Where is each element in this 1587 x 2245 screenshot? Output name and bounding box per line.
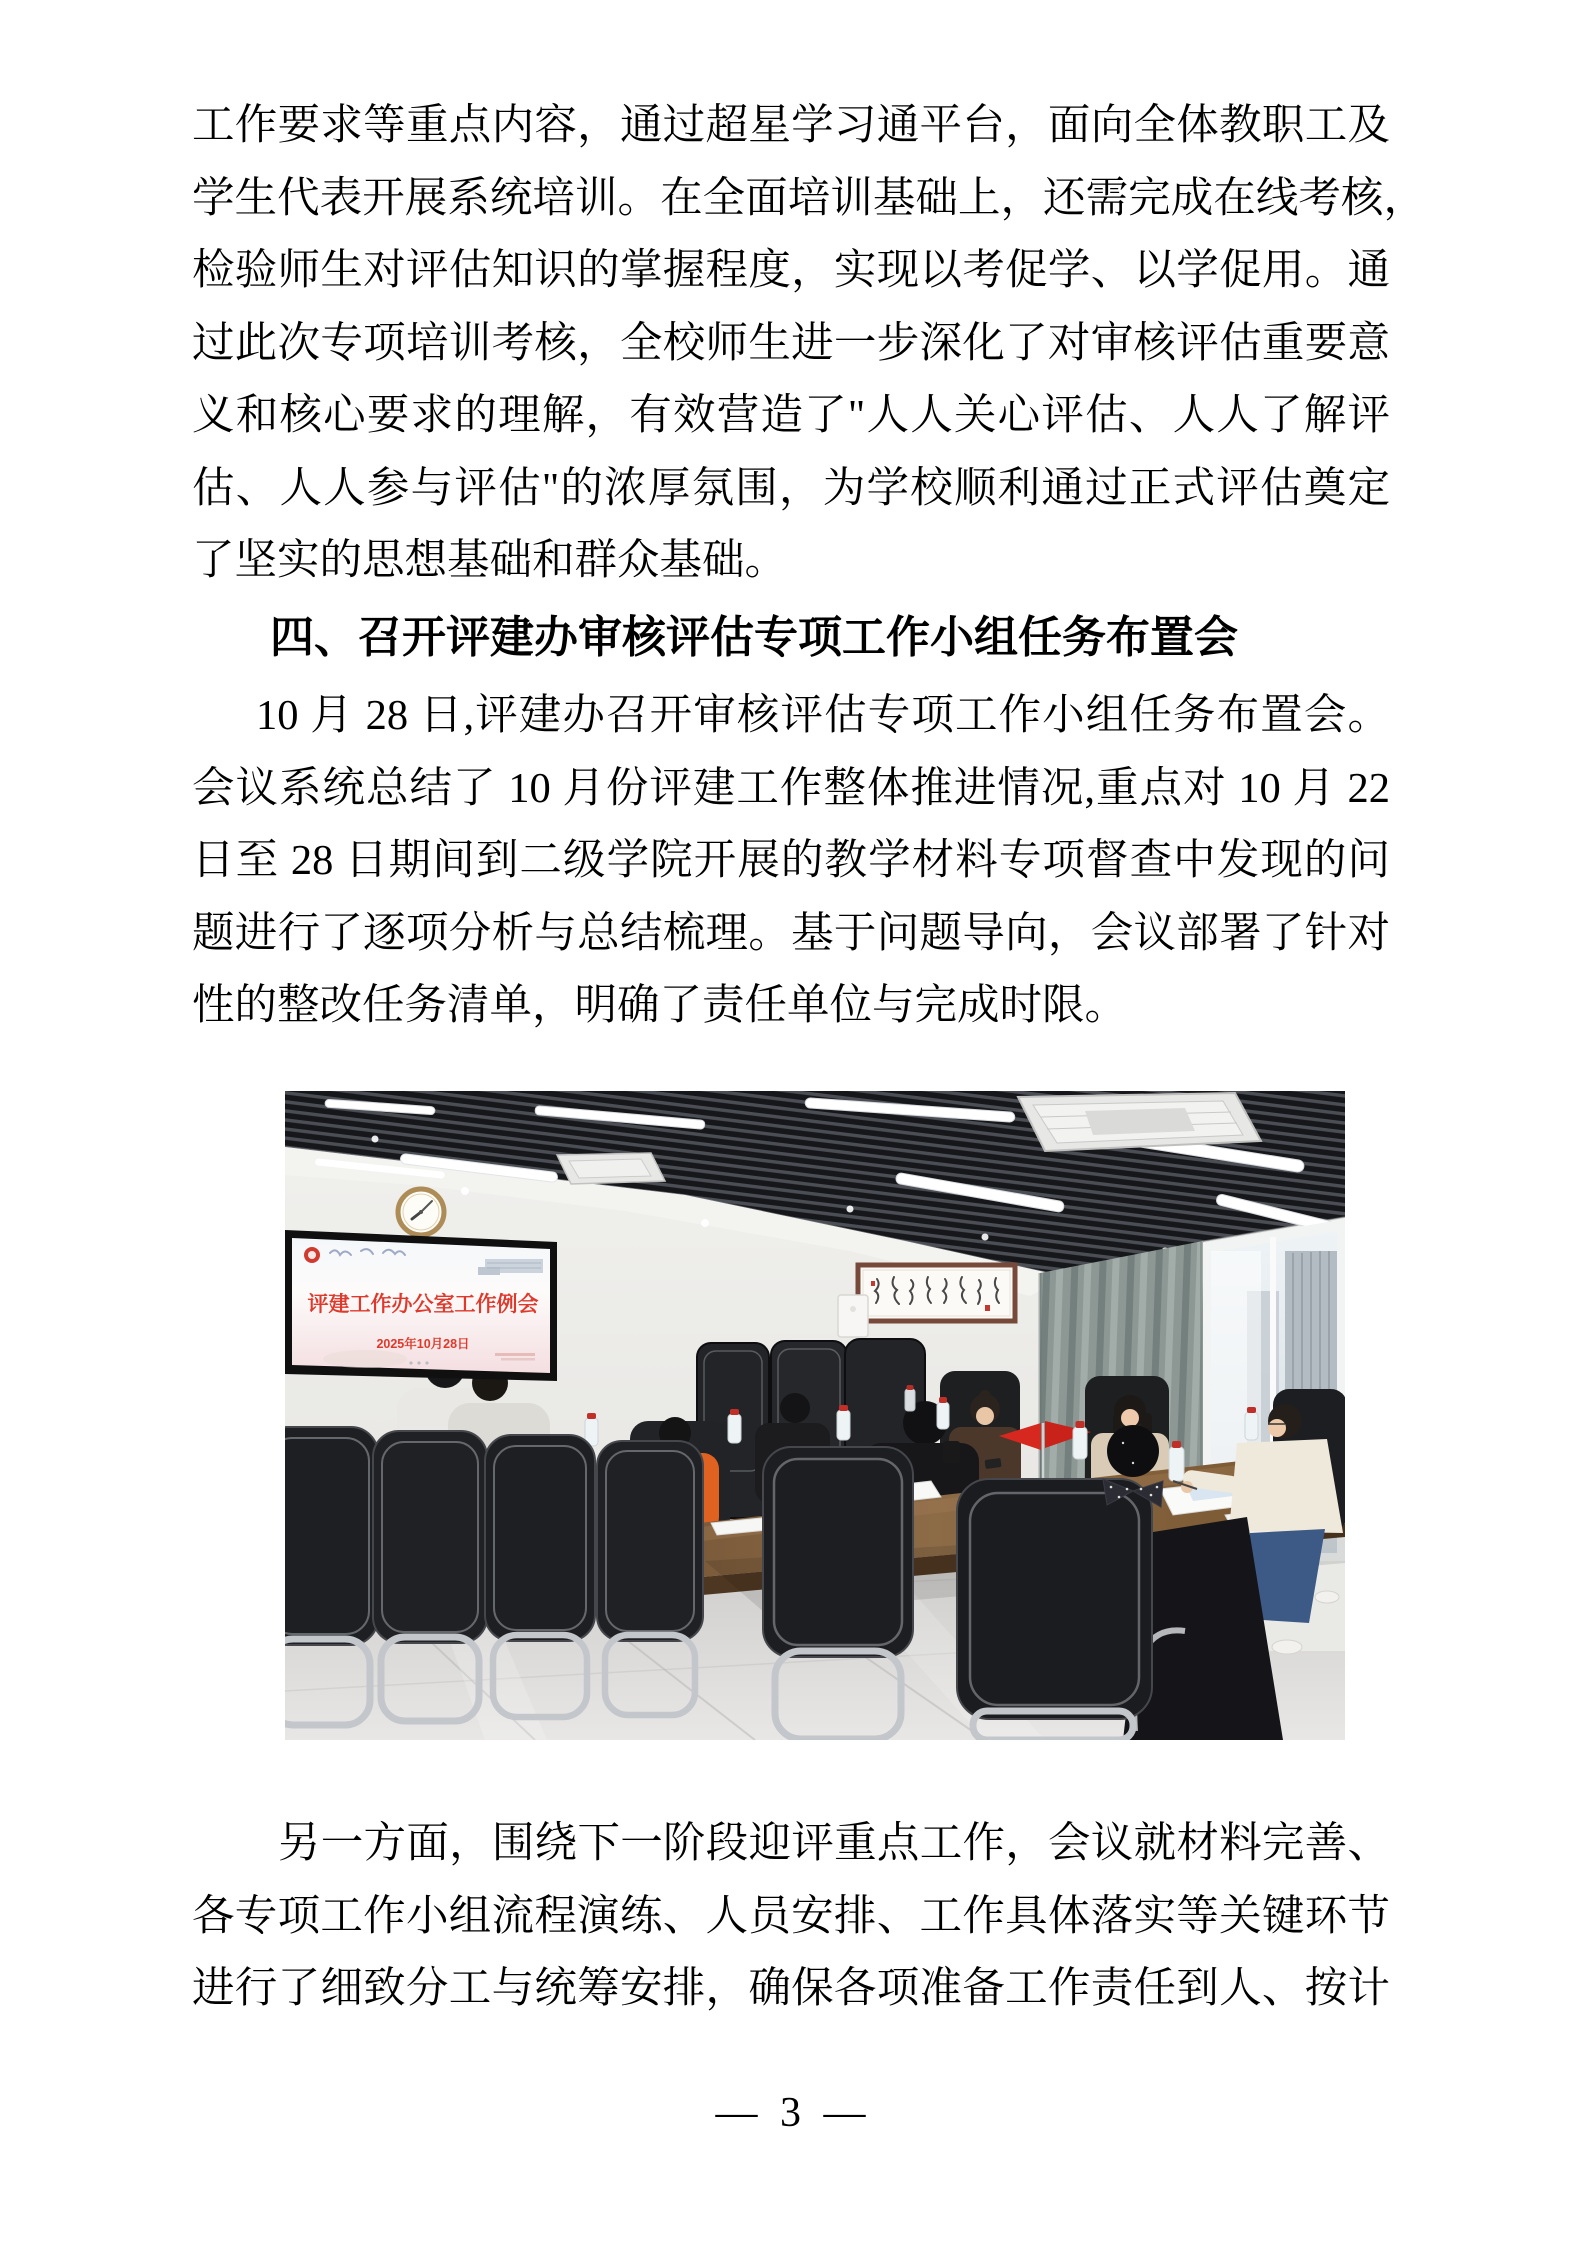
ac-vent	[1018, 1093, 1261, 1151]
body-line: 日至 28 日期间到二级学院开展的教学材料专项督查中发现的问	[192, 837, 1390, 884]
body-line: 学生代表开展系统培训。在全面培训基础上，还需完成在线考核，	[192, 174, 1426, 222]
calligraphy-frame	[858, 1265, 1015, 1321]
body-line: 检验师生对评估知识的掌握程度，实现以考促学、以学促用。通	[192, 247, 1390, 294]
body-line: 性的整改任务清单，明确了责任单位与完成时限。	[192, 982, 1128, 1029]
body-line: 题进行了逐项分析与总结梳理。基于问题导向，会议部署了针对	[192, 909, 1390, 957]
wall-speaker	[838, 1295, 868, 1337]
wall-clock	[398, 1189, 444, 1235]
ac-vent-small	[557, 1153, 665, 1184]
body-line: 10 月 28 日,评建办召开审核评估专项工作小组任务布置会。	[256, 692, 1390, 739]
page-number: — 3 —	[715, 2090, 872, 2136]
body-line: 会议系统总结了 10 月份评建工作整体推进情况,重点对 10 月 22	[192, 764, 1390, 812]
paragraph-2	[192, 680, 1390, 1043]
slide-building-art	[478, 1259, 543, 1275]
screen-title: 评建工作办公室工作例会	[307, 1293, 539, 1316]
body-line: 过此次专项培训考核，全校师生进一步深化了对审核评估重要意	[192, 319, 1390, 367]
section-heading: 四、召开评建办审核评估专项工作小组任务布置会	[270, 613, 1238, 662]
body-line: 另一方面，围绕下一阶段迎评重点工作，会议就材料完善、	[278, 1820, 1390, 1867]
meeting-photo-illustration	[285, 1091, 1345, 1740]
screen-date: 2025年10月28日	[376, 1337, 470, 1351]
body-line: 了坚实的思想基础和群众基础。	[192, 537, 788, 584]
paragraph-1	[192, 90, 1426, 598]
body-line: 工作要求等重点内容，通过超星学习通平台，面向全体教职工及	[192, 102, 1390, 149]
body-line: 估、人人参与评估"的浓厚氛围，为学校顺利通过正式评估奠定	[192, 464, 1390, 512]
body-line: 各专项工作小组流程演练、人员安排、工作具体落实等关键环节	[192, 1892, 1390, 1940]
presentation-screen	[285, 1230, 557, 1381]
body-line: 进行了细致分工与统筹安排，确保各项准备工作责任到人、按计	[192, 1965, 1390, 2012]
meeting-photo	[285, 1091, 1345, 1740]
paragraph-3	[192, 1808, 1390, 2026]
body-line: 义和核心要求的理解，有效营造了"人人关心评估、人人了解评	[192, 392, 1390, 439]
